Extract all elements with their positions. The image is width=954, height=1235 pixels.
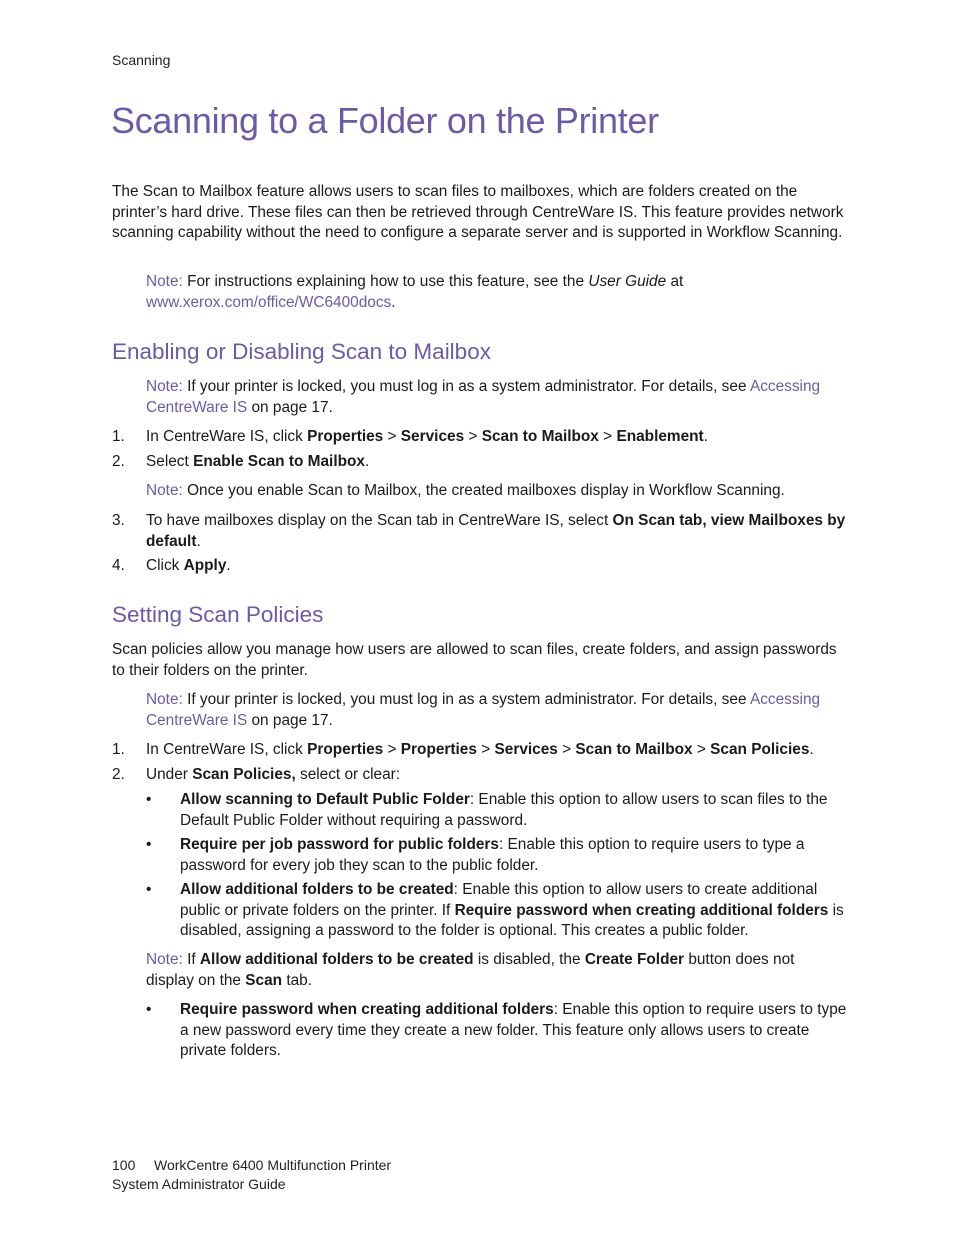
note-label: Note: [146, 273, 183, 290]
bullet-per-job-password: Require per job password for public folders: Enable this option to require users to type a password for every job they scan to the public folder. [180, 836, 805, 874]
step-number: 4. [112, 557, 125, 574]
note-user-guide: Note: For instructions explaining how to use this feature, see the User Guide at www.xerox.com/office/WC6400docs. [146, 273, 684, 311]
step-under-scan-policies: Under Scan Policies, select or clear: [146, 766, 401, 783]
step-scan-policies: In CentreWare IS, click Properties > Properties > Services > Scan to Mailbox > Scan Policies. [146, 741, 814, 758]
accessing-centreware-link[interactable]: Accessing CentreWare IS [146, 691, 821, 729]
note-italic: User Guide [588, 273, 667, 290]
bullet-glyph: • [146, 836, 152, 853]
note-label: Note: [146, 482, 183, 499]
note-create-folder: Note: If Allow additional folders to be created is disabled, the Create Folder button does not display on the Scan tab. [146, 951, 795, 989]
section-heading-policies: Setting Scan Policies [112, 602, 324, 627]
note-text: at [670, 273, 684, 290]
bullet-default-public-folder: Allow scanning to Default Public Folder: Enable this option to allow users to scan files to the Default Public Folder without requiring a password. [180, 791, 828, 829]
intro-paragraph: The Scan to Mailbox feature allows users to scan files to mailboxes, which are folders created on the printer’s hard drive. These files can then be retrieved through CentreWare IS. This feature provides network scanning capability without the need to configure a separate server and is supported in Workflow Scanning. [112, 183, 844, 241]
step-number: 2. [112, 453, 125, 470]
step-apply: Click Apply. [146, 557, 231, 574]
step-scan-tab: To have mailboxes display on the Scan tab in CentreWare IS, select On Scan tab, view Mailboxes by default. [146, 512, 846, 550]
footer-guide: System Administrator Guide [112, 1176, 286, 1192]
docs-link[interactable]: www.xerox.com/office/WC6400docs [146, 293, 392, 311]
page-number: 100 [112, 1157, 136, 1173]
step-number: 2. [112, 766, 125, 783]
note-locked-1: Note: If your printer is locked, you must log in as a system administrator. For details, see Accessing CentreWare IS on page 17. [146, 378, 821, 416]
note-locked-2: Note: If your printer is locked, you must log in as a system administrator. For details, see Accessing CentreWare IS on page 17. [146, 691, 821, 729]
section-heading-enabling: Enabling or Disabling Scan to Mailbox [112, 339, 491, 364]
bullet-glyph: • [146, 1001, 152, 1018]
note-text: For instructions explaining how to use this feature, see the [187, 273, 585, 290]
note-mailboxes-display: Note: Once you enable Scan to Mailbox, the created mailboxes display in Workflow Scanning. [146, 482, 785, 499]
note-label: Note: [146, 951, 183, 968]
step-number: 1. [112, 741, 125, 758]
bullet-glyph: • [146, 881, 152, 898]
note-label: Note: [146, 378, 183, 395]
accessing-centreware-link[interactable]: Accessing CentreWare IS [146, 378, 821, 416]
note-label: Note: [146, 691, 183, 708]
footer-product: WorkCentre 6400 Multifunction Printer [154, 1157, 392, 1173]
step-select-enable: Select Enable Scan to Mailbox. [146, 453, 370, 470]
step-number: 3. [112, 512, 125, 529]
step-number: 1. [112, 428, 125, 445]
bullet-additional-folders: Allow additional folders to be created: Enable this option to allow users to create additional public or private folders on the printer. If Require password when creating additional folders is disabled, assigning a password to the folder is optional. This creates a public folder. [180, 881, 844, 939]
running-header: Scanning [112, 52, 171, 68]
step-enablement: In CentreWare IS, click Properties > Services > Scan to Mailbox > Enablement. [146, 428, 708, 445]
bullet-require-password: Require password when creating additional folders: Enable this option to require users to type a new password every time they create a new folder. This feature only allows users to create private folders. [180, 1001, 847, 1059]
bullet-glyph: • [146, 791, 152, 808]
policies-intro: Scan policies allow you manage how users are allowed to scan files, create folders, and assign passwords to their folders on the printer. [112, 641, 837, 679]
page-title: Scanning to a Folder on the Printer [111, 100, 659, 141]
